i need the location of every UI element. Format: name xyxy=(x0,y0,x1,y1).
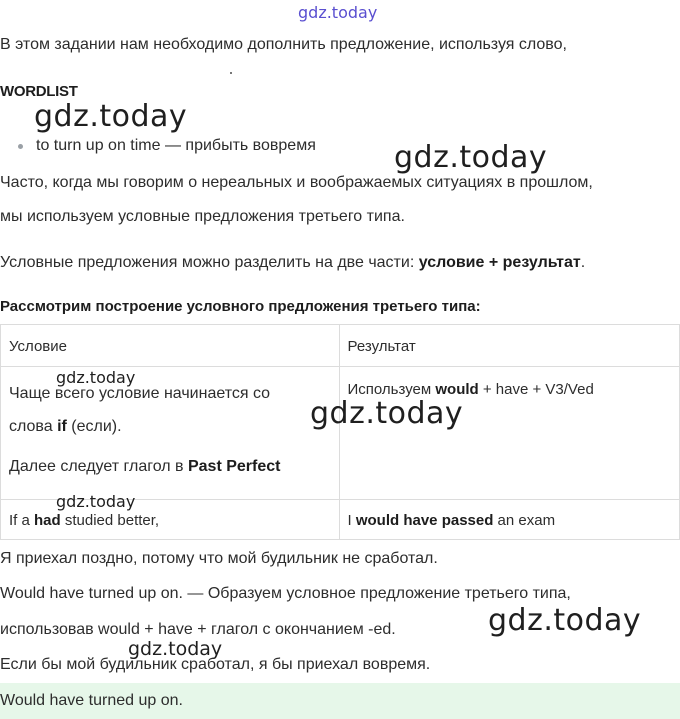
example-right-bold: would have passed xyxy=(355,512,494,529)
wordlist-item: to turn up on time — прибыть вовремя xyxy=(36,137,316,154)
watermark-5: gdz.today xyxy=(56,492,136,511)
header-result: Результат xyxy=(339,325,680,367)
watermark-4: gdz.today xyxy=(310,396,464,431)
example-right-pre: I xyxy=(347,512,356,529)
bullet-icon xyxy=(18,144,23,149)
rule-line-3-pre: Далее следует глагол в xyxy=(9,458,188,475)
example-left-bold: had xyxy=(34,512,61,529)
rule-line-2-bold: if xyxy=(57,418,67,435)
watermark-top: gdz.today xyxy=(298,3,378,22)
paragraph-3 xyxy=(0,254,585,272)
example-left-post: studied better, xyxy=(60,512,160,529)
sentence-1: Я приехал поздно, потому что мой будильник не сработал. xyxy=(0,550,438,567)
result-rule-bold: would xyxy=(435,381,479,398)
paragraph-3-bold: условие + результат xyxy=(418,254,581,271)
paragraph-2: мы используем условные предложения третьего типа. xyxy=(0,208,405,225)
watermark-7: gdz.today xyxy=(128,638,223,660)
example-right-post: an exam xyxy=(493,512,556,529)
dot-mark xyxy=(230,72,232,74)
rule-line-2-pre: слова xyxy=(9,418,58,435)
sentence-2: Если бы мой будильник сработал, я бы приехал вовремя. xyxy=(0,656,431,673)
header-condition: Условие xyxy=(1,325,340,367)
rule-line-2 xyxy=(9,418,331,436)
table-header-row xyxy=(1,325,680,367)
watermark-3: gdz.today xyxy=(56,368,136,387)
rule-line-3 xyxy=(9,458,331,476)
example-left-pre: If a xyxy=(9,512,35,529)
result-rule-post: + have + V3/Ved xyxy=(478,381,594,398)
watermark-2: gdz.today xyxy=(394,140,548,175)
intro-text: В этом задании нам необходимо дополнить предложение, используя слово, xyxy=(0,36,567,53)
rule-line-1: Чаще всего условие начинается со xyxy=(9,385,271,402)
rule-line-2-post: (если). xyxy=(66,418,122,435)
explanation-1: Would have turned up on. — Образуем условное предложение третьего типа, xyxy=(0,585,571,602)
wordlist-heading: WORDLIST xyxy=(0,83,78,100)
explanation-2: использовав would + have + глагол с окончанием -ed. xyxy=(0,621,396,638)
paragraph-3-text: Условные предложения можно разделить на две части: xyxy=(0,254,419,271)
paragraph-1: Часто, когда мы говорим о нереальных и воображаемых ситуациях в прошлом, xyxy=(0,174,593,191)
cell-condition-example xyxy=(1,500,340,540)
answer-box xyxy=(0,683,680,719)
rule-line-3-bold: Past Perfect xyxy=(187,458,281,475)
result-rule-pre: Используем xyxy=(347,381,436,398)
paragraph-3-end: . xyxy=(580,254,586,271)
watermark-1: gdz.today xyxy=(34,99,188,134)
section-heading: Рассмотрим построение условного предложения третьего типа: xyxy=(0,298,481,315)
cell-result-rule xyxy=(339,367,680,500)
watermark-6: gdz.today xyxy=(488,603,642,638)
answer-text: Would have turned up on. xyxy=(0,692,183,709)
cell-result-example xyxy=(339,500,680,540)
cell-condition-rule xyxy=(1,367,340,500)
